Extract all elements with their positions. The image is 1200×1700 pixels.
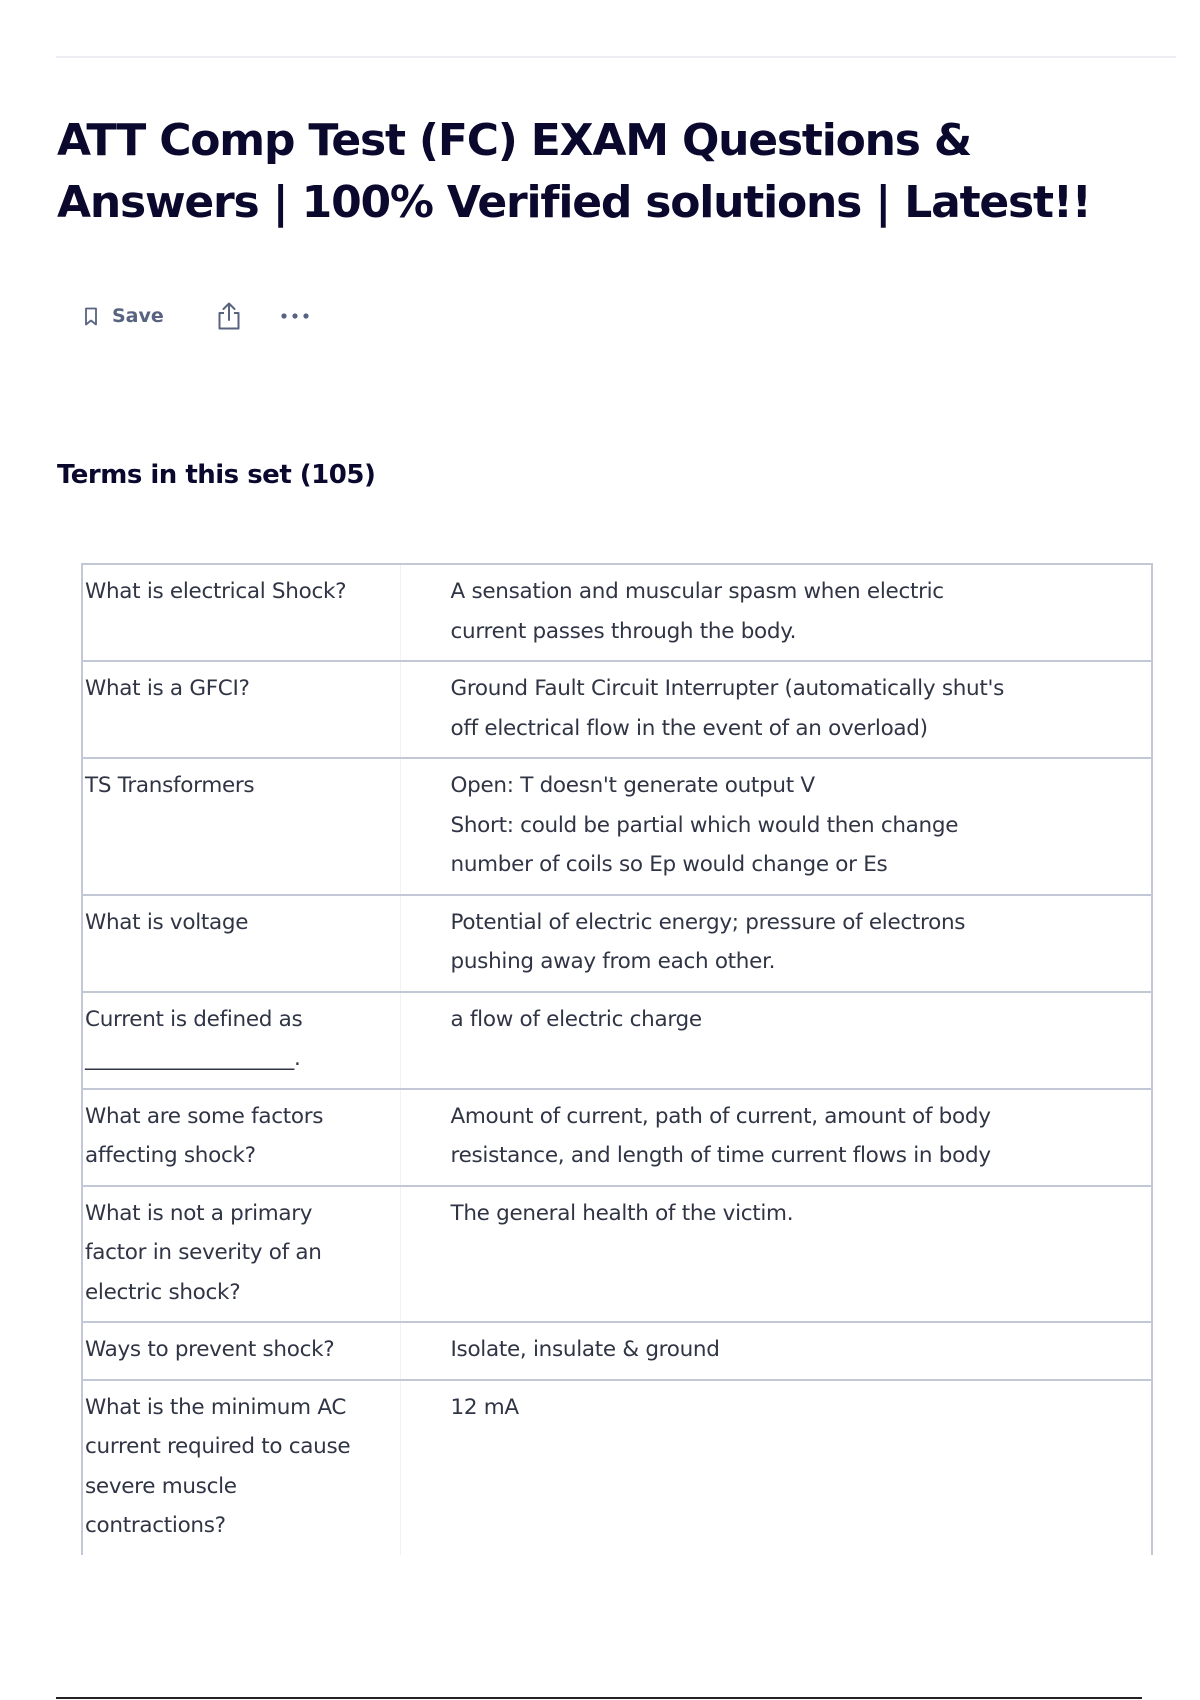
definition-text: Isolate, insulate & ground (450, 1337, 720, 1362)
table-row (82, 1089, 1152, 1186)
terms-heading: Terms in this set (105) (57, 460, 376, 490)
term-cell (82, 1089, 400, 1186)
top-divider (56, 56, 1176, 58)
table-row (82, 1186, 1152, 1323)
term-cell (82, 1380, 400, 1555)
term-text: What are some factors affecting shock? (85, 1103, 324, 1168)
definition-text: The general health of the victim. (450, 1200, 794, 1226)
definition-text: Amount of current, path of current, amount of body resistance, and length of time current flows in body (450, 1103, 991, 1168)
save-button-label: Save (112, 305, 164, 327)
definition-text: Ground Fault Circuit Interrupter (automatically shut's off electrical flow in the event of an overload) (450, 676, 1005, 741)
definition-text: A sensation and muscular spasm when electric current passes through the body. (450, 579, 944, 644)
more-horizontal-icon (280, 312, 310, 320)
share-button[interactable] (216, 301, 242, 331)
definition-text: 12 mA (450, 1394, 519, 1420)
term-cell (82, 992, 400, 1089)
term-cell (82, 895, 400, 992)
save-button[interactable] (84, 305, 164, 327)
bookmark-icon (84, 307, 98, 326)
table-row (82, 564, 1152, 661)
term-text: What is not a primary factor in severity of an electric shock? (85, 1200, 322, 1305)
share-icon (216, 301, 242, 331)
term-text: What is the minimum AC current required to cause severe muscle contractions? (85, 1394, 351, 1538)
definition-text: Potential of electric energy; pressure of electrons pushing away from each other. (450, 909, 966, 974)
term-text: What is a GFCI? (85, 676, 250, 701)
definition-cell (400, 895, 1152, 992)
table-row (82, 992, 1152, 1089)
table-row (82, 1322, 1152, 1380)
more-options-button[interactable] (280, 312, 310, 320)
definition-cell (400, 1380, 1152, 1555)
bottom-divider (56, 1697, 1142, 1699)
terms-table (81, 563, 1153, 1555)
term-text: Current is defined as ____________________. (85, 1006, 303, 1071)
term-cell (82, 1186, 400, 1323)
definition-text: a flow of electric charge (450, 1006, 702, 1032)
table-row (82, 1380, 1152, 1555)
term-text: TS Transformers (85, 773, 255, 798)
term-text: What is voltage (85, 909, 249, 935)
table-row (82, 895, 1152, 992)
definition-text: Open: T doesn't generate output V Short: could be partial which would then change number of coils so Ep would change or Es (450, 773, 959, 877)
table-row (82, 758, 1152, 895)
definition-cell (400, 1186, 1152, 1323)
definition-cell (400, 661, 1152, 758)
term-cell (82, 564, 400, 661)
action-bar (84, 296, 310, 336)
definition-cell (400, 992, 1152, 1089)
definition-cell (400, 758, 1152, 895)
term-cell (82, 758, 400, 895)
definition-cell (400, 1089, 1152, 1186)
term-cell (82, 1322, 400, 1380)
definition-cell (400, 1322, 1152, 1380)
term-text: Ways to prevent shock? (85, 1337, 335, 1362)
table-row (82, 661, 1152, 758)
term-text: What is electrical Shock? (85, 579, 347, 604)
term-cell (82, 661, 400, 758)
page-title: ATT Comp Test (FC) EXAM Questions & Answers | 100% Verified solutions | Latest!! (57, 115, 1091, 228)
definition-cell (400, 564, 1152, 661)
